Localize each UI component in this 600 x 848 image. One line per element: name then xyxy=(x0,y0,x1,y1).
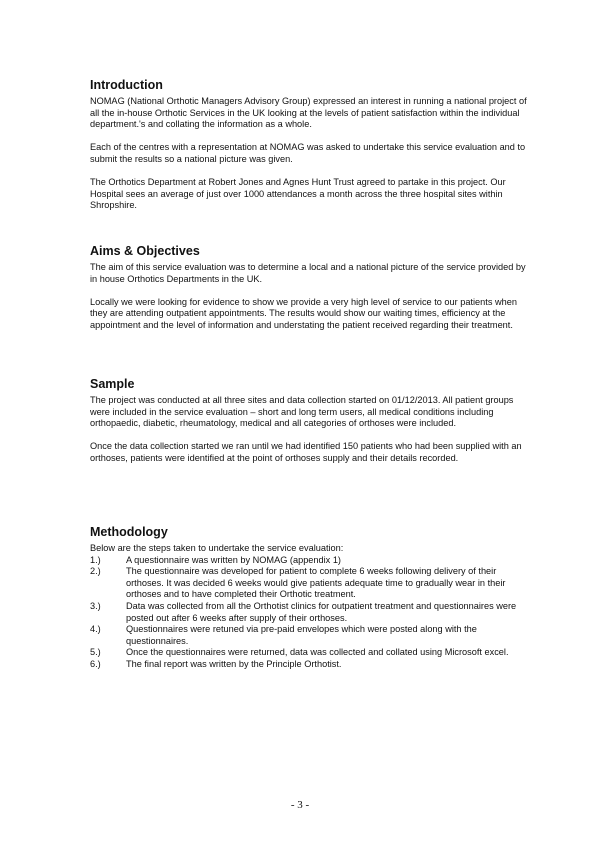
step-number: 3.) xyxy=(90,600,101,611)
list-item xyxy=(90,659,530,671)
list-item xyxy=(90,601,530,624)
sample-paragraph: The project was conducted at all three sites and data collection started on 01/12/2013. All patient groups were included in the service evaluation – short and long term users, all medical conditions including orthopaedic, diabetic, rheumatology, medical and all categories of orthoses were included. xyxy=(90,395,514,429)
step-number: 1.) xyxy=(90,554,101,565)
step-text: Data was collected from all the Orthotist clinics for outpatient treatment and questionnaires were posted out after 6 weeks after supply of their orthoses. xyxy=(126,600,517,623)
step-number: 6.) xyxy=(90,658,101,669)
methodology-intro: Below are the steps taken to undertake the service evaluation: xyxy=(90,543,344,553)
step-number: 2.) xyxy=(90,566,101,577)
sample-heading: Sample xyxy=(90,377,135,391)
methodology-heading: Methodology xyxy=(90,525,168,539)
step-number: 4.) xyxy=(90,624,101,635)
step-text: Once the questionnaires were returned, data was collected and collated using Microsoft excel. xyxy=(126,647,509,658)
aims-paragraph: Locally we were looking for evidence to show we provide a very high level of service to our patients when they are attending outpatient appointments. The results would show our waiting times, efficiency at the appointment and the level of information and understating the patient received regarding their treatment. xyxy=(90,296,517,330)
introduction-paragraph: NOMAG (National Orthotic Managers Advisory Group) expressed an interest in running a national project of all the in-house Orthotic Services in the UK looking at the levels of patient satisfaction within the individual department.'s and collating the information as a whole. xyxy=(90,96,527,130)
step-text: A questionnaire was written by NOMAG (appendix 1) xyxy=(126,554,341,565)
step-text: The final report was written by the Principle Orthotist. xyxy=(126,658,342,669)
sample-paragraph: Once the data collection started we ran until we had identified 150 patients who had been supplied with an orthoses, patients were identified at the point of orthoses supply and their details recorded. xyxy=(90,441,522,463)
introduction-heading: Introduction xyxy=(90,78,163,92)
list-item xyxy=(90,566,530,601)
aims-paragraph: The aim of this service evaluation was to determine a local and a national picture of the service provided by in house Orthotics Departments in the UK. xyxy=(90,262,526,284)
aims-heading: Aims & Objectives xyxy=(90,244,200,258)
sample-section xyxy=(90,377,530,465)
introduction-paragraph: The Orthotics Department at Robert Jones and Agnes Hunt Trust agreed to partake in this project. Our Hospital sees an average of just over 1000 attendances a month across the three hospital sites within Shropshire. xyxy=(90,177,506,211)
introduction-paragraph: Each of the centres with a representation at NOMAG was asked to undertake this service evaluation and to submit the results so a national picture was given. xyxy=(90,142,526,164)
introduction-section xyxy=(90,78,530,212)
page-number: - 3 - xyxy=(290,799,310,811)
list-item xyxy=(90,624,530,647)
step-text: Questionnaires were retuned via pre-paid envelopes which were posted along with the questionnaires. xyxy=(126,624,477,646)
step-text: The questionnaire was developed for patient to complete 6 weeks following delivery of their orthoses. It was decided 6 weeks would give patients adequate time to gradually wear in their orthoses and to have completed their Orthotic treatment. xyxy=(126,566,506,600)
aims-section xyxy=(90,244,530,332)
step-number: 5.) xyxy=(90,647,101,658)
methodology-steps-list xyxy=(90,555,530,671)
list-item xyxy=(90,647,530,659)
list-item xyxy=(90,555,530,567)
methodology-section xyxy=(90,525,530,671)
